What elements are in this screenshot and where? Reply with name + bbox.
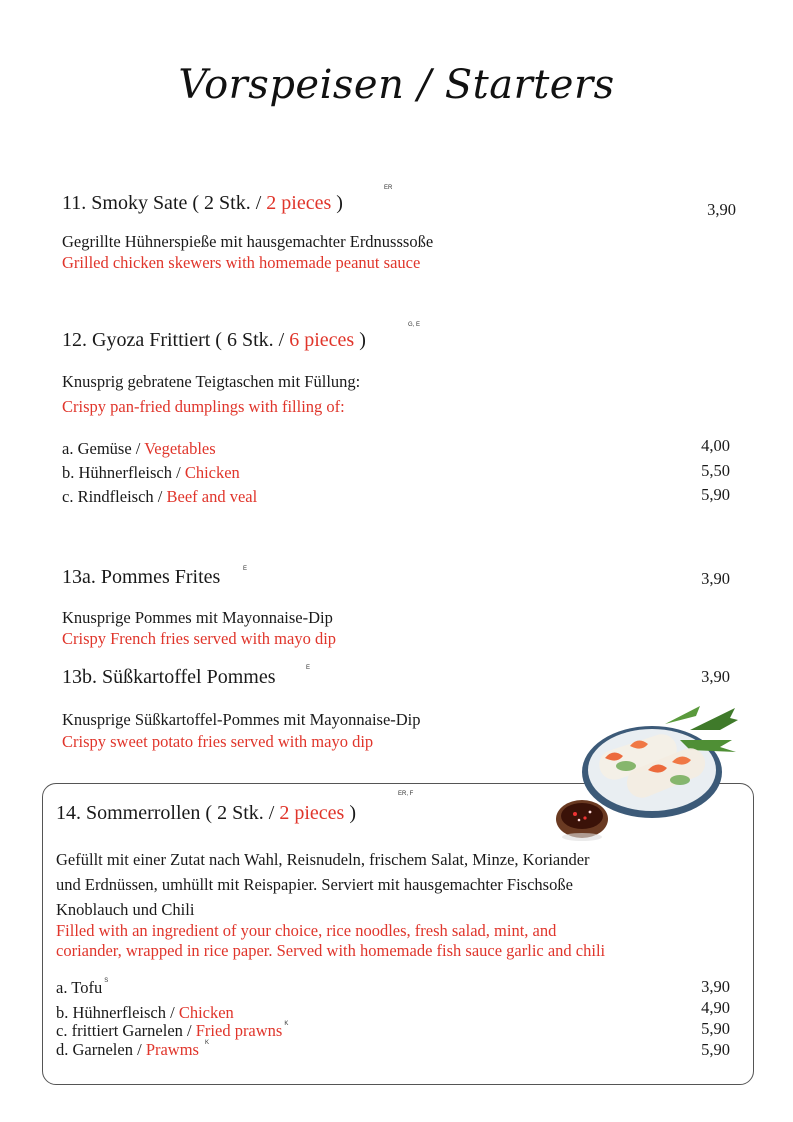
option-price: 4,90 — [701, 998, 730, 1017]
option-label-en: Chicken — [184, 463, 240, 482]
dish-name-en: 6 pieces — [289, 329, 355, 351]
allergen-code: E — [306, 665, 311, 671]
option-price: 5,50 — [701, 461, 730, 480]
option-price: 4,00 — [701, 436, 730, 455]
dish-desc-en-14-line2: coriander, wrapped in rice paper. Served with homemade fish sauce garlic and chili — [56, 941, 606, 960]
dish-desc-de-13b: Knusprige Süßkartoffel-Pommes mit Mayonnaise-Dip — [62, 710, 421, 729]
dish-paren: ) — [344, 802, 356, 824]
option-label: c. Rindfleisch / — [62, 487, 167, 506]
dish-title-14 — [56, 802, 356, 825]
dish-title-11 — [62, 192, 343, 215]
option-price: 5,90 — [701, 485, 730, 504]
dish-paren: ) — [331, 192, 343, 214]
option-label-en: Chicken — [178, 1003, 234, 1022]
dish-price-13b: 3,90 — [701, 667, 730, 686]
option-price: 5,90 — [701, 1019, 730, 1038]
dish-desc-en-12: Crispy pan-fried dumplings with filling of: — [62, 397, 345, 416]
allergen-code: ER — [384, 185, 393, 191]
dish-name-en: 2 pieces — [266, 192, 332, 214]
page-title: Vorspeisen / Starters — [178, 62, 615, 108]
option-row — [62, 439, 216, 459]
option-label-en: Beef and veal — [166, 487, 258, 506]
allergen-code: S — [104, 978, 109, 984]
dish-name-en: 2 pieces — [279, 802, 345, 824]
option-label: b. Hühnerfleisch / — [56, 1003, 179, 1022]
option-price: 3,90 — [701, 977, 730, 996]
dish-name: 11. Smoky Sate ( 2 Stk. / — [62, 192, 267, 214]
option-label: d. Garnelen / — [56, 1040, 146, 1059]
dish-name: 14. Sommerrollen ( 2 Stk. / — [56, 802, 280, 824]
dish-paren: ) — [354, 329, 366, 351]
option-row — [56, 978, 108, 998]
dish-price-13a: 3,90 — [701, 569, 730, 588]
dish-name: 12. Gyoza Frittiert ( 6 Stk. / — [62, 329, 290, 351]
option-row — [56, 1040, 209, 1060]
option-label: a. Gemüse / — [62, 439, 145, 458]
option-row — [62, 463, 240, 483]
dish-desc-en-13b: Crispy sweet potato fries served with mayo dip — [62, 732, 374, 751]
dish-title-13a: 13a. Pommes Frites — [62, 566, 221, 588]
dish-desc-de-14-line2: und Erdnüssen, umhüllt mit Reispapier. Serviert mit hausgemachter Fischsoße — [56, 875, 573, 894]
option-label-en: Fried prawns — [195, 1021, 283, 1040]
dish-desc-de-12: Knusprig gebratene Teigtaschen mit Füllung: — [62, 372, 361, 391]
option-label-en: Prawms — [145, 1040, 199, 1059]
allergen-code: K — [204, 1040, 209, 1046]
option-row — [56, 1021, 288, 1041]
allergen-code: G, E — [408, 322, 421, 328]
option-label: a. Tofu — [56, 978, 103, 997]
dish-desc-en-13a: Crispy French fries served with mayo dip — [62, 629, 337, 648]
dish-desc-de-14-line3: Knoblauch und Chili — [56, 900, 195, 919]
dish-price-11: 3,90 — [707, 200, 736, 219]
dish-desc-de-14-line1: Gefüllt mit einer Zutat nach Wahl, Reisnudeln, frischem Salat, Minze, Koriander — [56, 850, 590, 869]
dish-title-13b: 13b. Süßkartoffel Pommes — [62, 666, 276, 688]
dish-title-12 — [62, 329, 366, 352]
allergen-code: ER, F — [398, 791, 414, 797]
option-label: b. Hühnerfleisch / — [62, 463, 185, 482]
allergen-code: E — [243, 566, 248, 572]
dipping-sauce-image — [552, 795, 612, 845]
option-label-en: Vegetables — [144, 439, 216, 458]
option-row — [62, 487, 257, 507]
dish-desc-en-14-line1: Filled with an ingredient of your choice, rice noodles, fresh salad, mint, and — [56, 921, 557, 940]
option-row — [56, 1003, 234, 1023]
option-label: c. frittiert Garnelen / — [56, 1021, 196, 1040]
dish-desc-de-13a: Knusprige Pommes mit Mayonnaise-Dip — [62, 608, 333, 627]
dish-desc-de-11: Gegrillte Hühnerspieße mit hausgemachter Erdnusssoße — [62, 232, 434, 251]
dish-desc-en-11: Grilled chicken skewers with homemade peanut sauce — [62, 253, 421, 272]
option-price: 5,90 — [701, 1040, 730, 1059]
allergen-code: K — [284, 1021, 289, 1027]
